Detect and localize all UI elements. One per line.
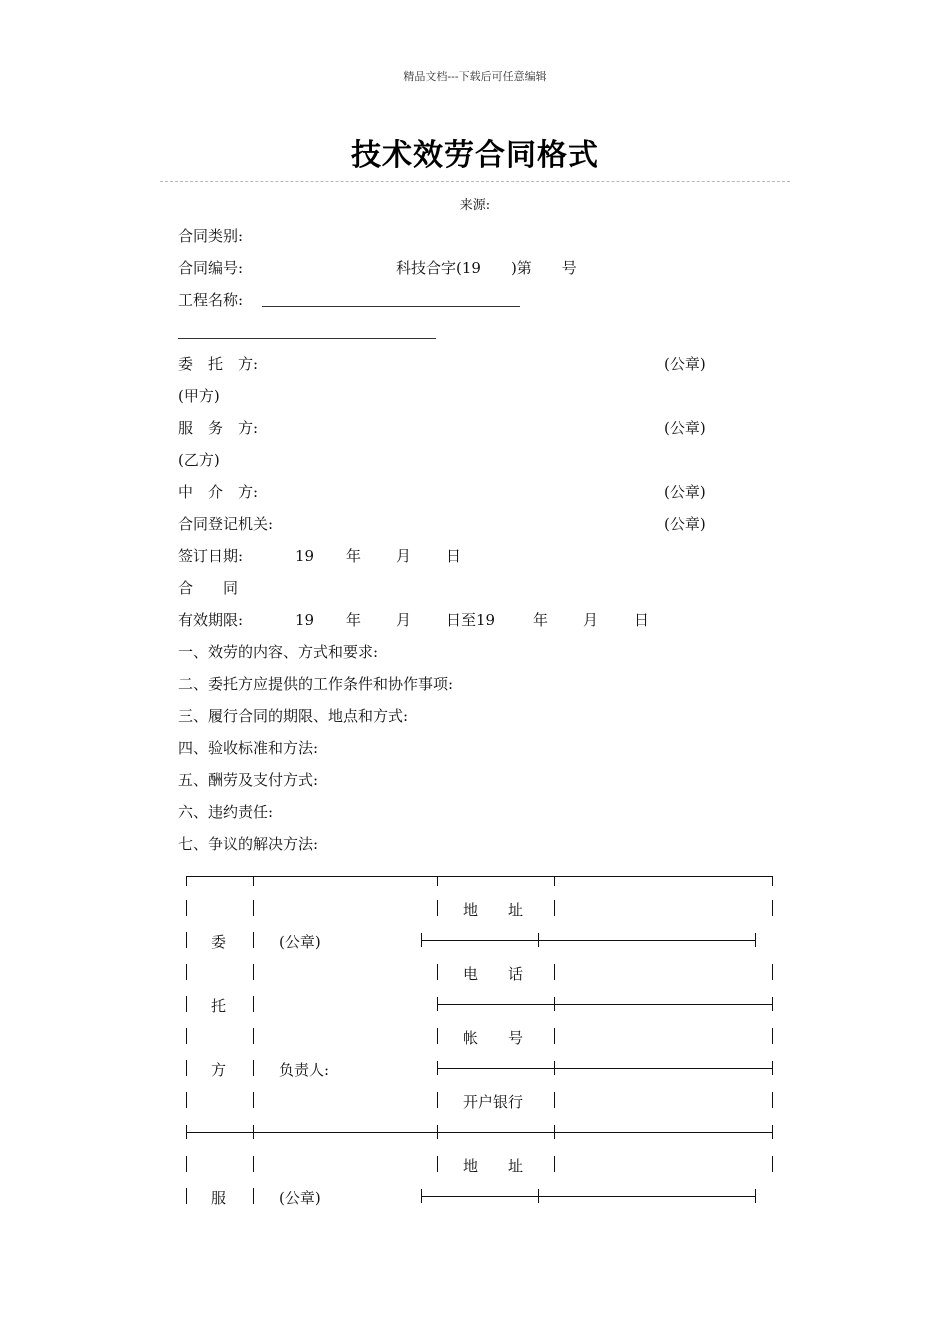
table-tick — [253, 1125, 254, 1139]
table-block-separator — [186, 1132, 773, 1133]
contract-word: 合 同 — [178, 579, 239, 597]
table-hline — [437, 1004, 772, 1005]
table-tick — [554, 1061, 555, 1075]
table-vline — [437, 964, 438, 980]
table-vline — [186, 932, 187, 948]
service-label: 服 务 方: — [178, 419, 259, 437]
table-vline — [186, 1156, 187, 1172]
contract-number-label: 合同编号: — [178, 259, 244, 277]
validity-end-month-unit: 月 — [583, 611, 599, 629]
table-vline — [186, 1188, 187, 1204]
table-vline — [554, 964, 555, 980]
table-top-border — [186, 876, 773, 877]
validity-end-day-unit: 日 — [634, 611, 650, 629]
client-char-3: 方 — [211, 1061, 227, 1079]
table-vline — [437, 1156, 438, 1172]
table-vline — [437, 900, 438, 916]
table-vline — [772, 964, 773, 980]
table-tick — [437, 997, 438, 1011]
table-vline — [554, 1028, 555, 1044]
client-address-label: 地 址 — [463, 901, 524, 919]
table-tick — [421, 1189, 422, 1203]
table-vline — [253, 1188, 254, 1204]
table-vline — [253, 932, 254, 948]
project-name-underline-2 — [178, 338, 436, 339]
service-party: (乙方) — [178, 451, 220, 469]
table-vline — [772, 1156, 773, 1172]
sign-date-year-unit: 年 — [346, 547, 362, 565]
table-vline — [186, 900, 187, 916]
clause-3: 三、履行合同的期限、地点和方式: — [178, 707, 409, 725]
table-tick — [437, 1125, 438, 1139]
table-vline — [253, 996, 254, 1012]
service-seal: (公章) — [664, 419, 706, 437]
table-vline — [253, 964, 254, 980]
table-tick — [421, 933, 422, 947]
table-vline — [253, 1156, 254, 1172]
table-tick — [437, 1061, 438, 1075]
service-char-1: 服 — [211, 1189, 227, 1207]
table-vline — [772, 1028, 773, 1044]
source-label: 来源: — [459, 198, 491, 213]
table-tick — [437, 876, 438, 886]
table-vline — [772, 900, 773, 916]
table-tick — [253, 876, 254, 886]
client-person-in-charge: 负责人: — [279, 1061, 330, 1079]
sign-date-label: 签订日期: — [178, 547, 244, 565]
table-tick — [772, 876, 773, 886]
sign-date-year: 19 — [295, 547, 315, 565]
registry-label: 合同登记机关: — [178, 515, 274, 533]
table-tick — [772, 997, 773, 1011]
table-hline — [437, 1068, 772, 1069]
table-vline — [554, 900, 555, 916]
table-hline — [421, 940, 755, 941]
table-vline — [437, 1028, 438, 1044]
validity-end-year-unit: 年 — [533, 611, 549, 629]
table-vline — [554, 1092, 555, 1108]
clause-6: 六、违约责任: — [178, 803, 274, 821]
contract-number-format: 科技合字(19 )第 号 — [396, 259, 577, 277]
service-address-label: 地 址 — [463, 1157, 524, 1175]
validity-year-unit: 年 — [346, 611, 362, 629]
table-tick — [538, 1189, 539, 1203]
client-char-2: 托 — [211, 997, 227, 1015]
header-note: 精品文档---下载后可任意编辑 — [403, 70, 547, 83]
table-vline — [253, 1028, 254, 1044]
table-vline — [253, 900, 254, 916]
contract-category: 合同类别: — [178, 227, 244, 245]
table-vline — [186, 964, 187, 980]
table-tick — [538, 933, 539, 947]
table-tick — [554, 997, 555, 1011]
table-vline — [186, 996, 187, 1012]
client-seal-cell: (公章) — [279, 933, 321, 951]
clause-7: 七、争议的解决方法: — [178, 835, 319, 853]
registry-seal: (公章) — [664, 515, 706, 533]
validity-start-year: 19 — [295, 611, 315, 629]
validity-day-to: 日至19 — [446, 611, 496, 629]
table-tick — [186, 876, 187, 886]
dashed-divider — [160, 181, 790, 182]
table-vline — [772, 1092, 773, 1108]
client-party: (甲方) — [178, 387, 220, 405]
table-tick — [772, 1125, 773, 1139]
client-label: 委 托 方: — [178, 355, 259, 373]
sign-date-month-unit: 月 — [396, 547, 412, 565]
clause-5: 五、酬劳及支付方式: — [178, 771, 319, 789]
sign-date-day-unit: 日 — [446, 547, 462, 565]
client-char-1: 委 — [211, 933, 227, 951]
intermediary-seal: (公章) — [664, 483, 706, 501]
clause-2: 二、委托方应提供的工作条件和协作事项: — [178, 675, 454, 693]
client-phone-label: 电 话 — [463, 965, 524, 983]
document-title: 技术效劳合同格式 — [351, 138, 599, 173]
project-name-underline — [262, 306, 520, 307]
table-tick — [186, 1125, 187, 1139]
table-vline — [253, 1092, 254, 1108]
intermediary-label: 中 介 方: — [178, 483, 259, 501]
table-tick — [755, 933, 756, 947]
validity-label: 有效期限: — [178, 611, 244, 629]
client-account-label: 帐 号 — [463, 1029, 524, 1047]
table-tick — [755, 1189, 756, 1203]
table-vline — [186, 1092, 187, 1108]
client-seal: (公章) — [664, 355, 706, 373]
clause-1: 一、效劳的内容、方式和要求: — [178, 643, 379, 661]
table-tick — [554, 1125, 555, 1139]
project-name-label: 工程名称: — [178, 291, 244, 309]
table-tick — [772, 1061, 773, 1075]
validity-month-unit: 月 — [396, 611, 412, 629]
table-vline — [554, 1156, 555, 1172]
clause-4: 四、验收标准和方法: — [178, 739, 319, 757]
table-hline — [421, 1196, 755, 1197]
client-bank-label: 开户银行 — [463, 1093, 524, 1111]
table-tick — [554, 876, 555, 886]
table-vline — [253, 1060, 254, 1076]
table-vline — [186, 1028, 187, 1044]
table-vline — [186, 1060, 187, 1076]
table-vline — [437, 1092, 438, 1108]
service-seal-cell: (公章) — [279, 1189, 321, 1207]
